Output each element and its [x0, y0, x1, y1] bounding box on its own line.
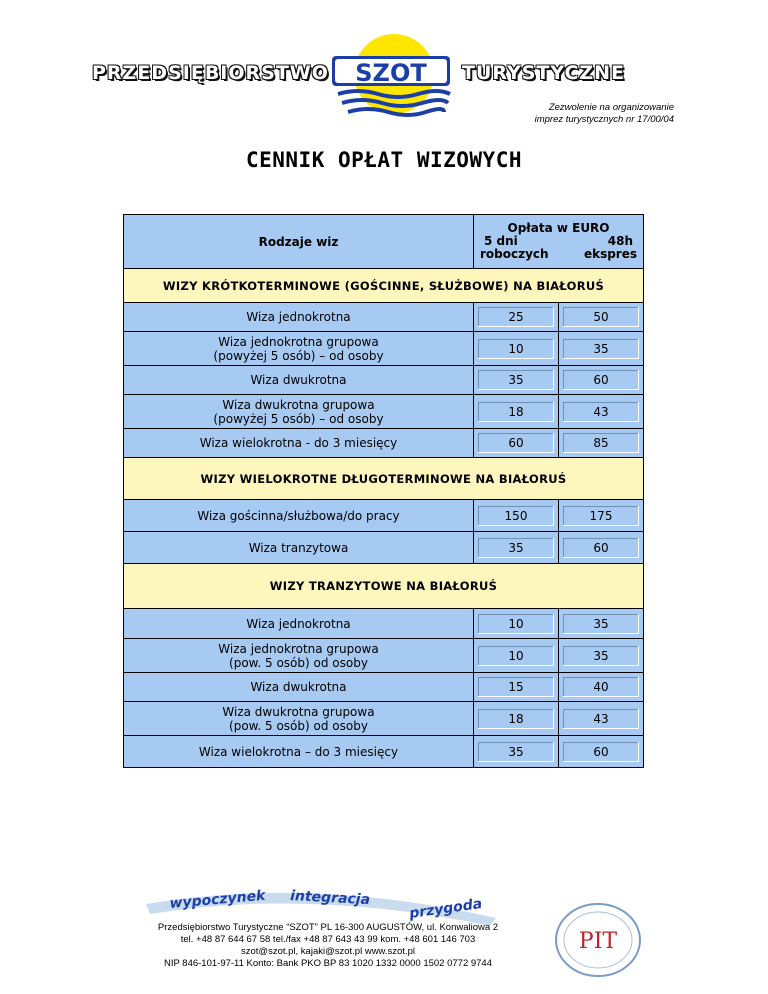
price-express-cell: 175 [559, 500, 644, 532]
table-header-row [124, 215, 644, 269]
table-row [124, 673, 644, 702]
visa-type-cell: Wiza gościnna/służbowa/do pracy [124, 500, 474, 532]
price-express-cell: 35 [559, 332, 644, 366]
price-standard-cell: 150 [474, 500, 559, 532]
slogan-word-1: wypoczynek [168, 887, 267, 912]
pit-logo [552, 900, 644, 980]
page-title: CENNIK OPŁAT WIZOWYCH [245, 148, 522, 172]
table-row [124, 500, 644, 532]
visa-price-table [123, 214, 644, 768]
visa-type-cell: Wiza dwukrotna [124, 366, 474, 395]
fee-title: Opłata w EURO [507, 221, 610, 235]
price-standard-cell: 10 [474, 639, 559, 673]
company-word-left: PRZEDSIĘBIORSTWO [92, 62, 329, 84]
fee-express-label: 48h [607, 234, 634, 248]
price-standard-cell: 60 [474, 429, 559, 458]
price-express-cell: 35 [559, 609, 644, 639]
visa-type-cell: Wiza jednokrotna [124, 609, 474, 639]
logo-text: SZOT [355, 59, 427, 87]
footer-line-address: Przedsiębiorstwo Turystyczne “SZOT” PL 16-300 AUGUSTÓW, ul. Konwaliowa 2 [157, 922, 499, 933]
fee-express-sublabel: ekspres [583, 247, 638, 261]
footer-line-phones: tel. +48 87 644 67 58 tel./fax +48 87 643 43 99 kom. +48 601 146 703 [180, 934, 476, 945]
table-row [124, 429, 644, 458]
table-row [124, 639, 644, 673]
price-standard-cell: 25 [474, 303, 559, 332]
price-standard-cell: 15 [474, 673, 559, 702]
price-standard-cell: 10 [474, 332, 559, 366]
table-row [124, 609, 644, 639]
company-word-right: TURYSTYCZNE [462, 62, 626, 84]
section-header-row [124, 564, 644, 609]
table-row [124, 702, 644, 736]
price-standard-cell: 35 [474, 736, 559, 768]
price-express-cell: 43 [559, 395, 644, 429]
slogan-word-3: przygoda [408, 895, 484, 922]
visa-type-cell: Wiza dwukrotna [124, 673, 474, 702]
permit-note [535, 102, 674, 126]
section-header-row [124, 458, 644, 500]
table-row [124, 395, 644, 429]
price-express-cell: 60 [559, 366, 644, 395]
permit-line-2: imprez turystycznych nr 17/00/04 [534, 114, 674, 125]
fee-standard-label: 5 dni [484, 234, 518, 248]
table-row [124, 736, 644, 768]
visa-type-cell: Wiza jednokrotna grupowa (powyżej 5 osób) – od osoby [124, 332, 474, 366]
price-express-cell: 85 [559, 429, 644, 458]
footer-line-bank: NIP 846-101-97-11 Konto: Bank PKO BP 83 1020 1332 0000 1502 0772 9744 [163, 958, 492, 969]
price-standard-cell: 10 [474, 609, 559, 639]
szot-logo [326, 32, 456, 122]
table-row [124, 532, 644, 564]
visa-type-cell: Wiza jednokrotna grupowa (pow. 5 osób) od osoby [124, 639, 474, 673]
visa-type-cell: Wiza wielokrotna - do 3 miesięcy [124, 429, 474, 458]
price-express-cell: 43 [559, 702, 644, 736]
price-express-cell: 35 [559, 639, 644, 673]
visa-type-cell: Wiza dwukrotna grupowa (pow. 5 osób) od osoby [124, 702, 474, 736]
section-title: WIZY KRÓTKOTERMINOWE (GOŚCINNE, SŁUŻBOWE) NA BIAŁORUŚ [124, 269, 644, 303]
price-express-cell: 60 [559, 736, 644, 768]
fee-standard-sublabel: roboczych [480, 247, 549, 261]
price-standard-cell: 18 [474, 395, 559, 429]
company-contact-footer [118, 922, 538, 970]
section-title: WIZY WIELOKROTNE DŁUGOTERMINOWE NA BIAŁORUŚ [124, 458, 644, 500]
permit-line-1: Zezwolenie na organizowanie [548, 102, 674, 113]
section-title: WIZY TRANZYTOWE NA BIAŁORUŚ [124, 564, 644, 609]
footer-line-email-web: szot@szot.pl, kajaki@szot.pl www.szot.pl [241, 946, 415, 957]
col-fee [474, 215, 644, 269]
table-row [124, 303, 644, 332]
visa-type-cell: Wiza wielokrotna – do 3 miesięcy [124, 736, 474, 768]
slogan-word-2: integracja [289, 888, 371, 909]
col-visa-type: Rodzaje wiz [124, 215, 474, 269]
price-standard-cell: 18 [474, 702, 559, 736]
price-standard-cell: 35 [474, 532, 559, 564]
table-row [124, 366, 644, 395]
pit-logo-text: PIT [578, 929, 618, 954]
price-express-cell: 60 [559, 532, 644, 564]
section-header-row [124, 269, 644, 303]
price-express-cell: 40 [559, 673, 644, 702]
visa-type-cell: Wiza jednokrotna [124, 303, 474, 332]
price-standard-cell: 35 [474, 366, 559, 395]
price-express-cell: 50 [559, 303, 644, 332]
visa-type-cell: Wiza dwukrotna grupowa (powyżej 5 osób) – od osoby [124, 395, 474, 429]
table-row [124, 332, 644, 366]
visa-type-cell: Wiza tranzytowa [124, 532, 474, 564]
